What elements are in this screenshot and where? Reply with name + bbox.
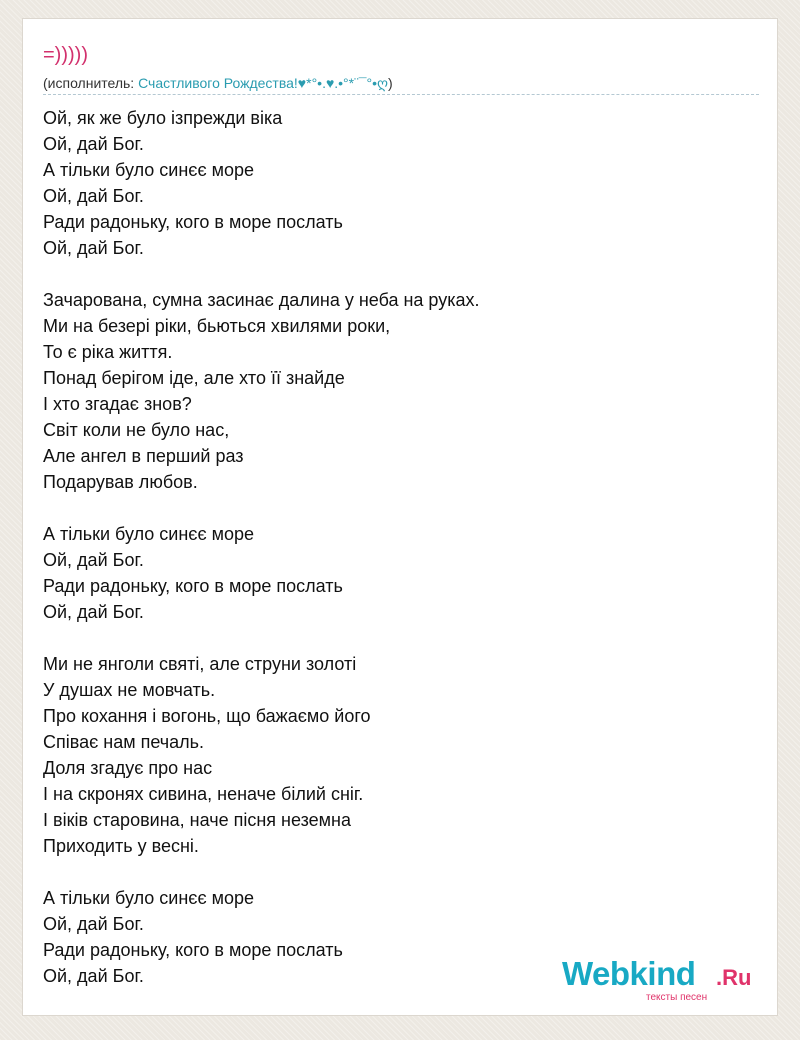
lyric-line: Понад берігом іде, але хто її знайде — [43, 368, 345, 388]
lyric-line: І віків старовина, наче пісня неземна — [43, 810, 351, 830]
artist-suffix: ) — [388, 75, 393, 91]
logo-tagline: тексты песен — [646, 992, 708, 1003]
lyrics-stanza — [43, 105, 759, 261]
dashed-divider — [43, 94, 759, 95]
lyric-line: І хто згадає знов? — [43, 394, 192, 414]
lyric-line: А тільки було синєє море — [43, 524, 255, 544]
lyric-line: Ради радоньку, кого в море послать — [43, 940, 343, 960]
lyrics-stanza — [43, 521, 759, 625]
artist-link[interactable]: Счастливого Рождества!♥*°•.♥.•°*¨¯°•ღ — [138, 75, 389, 91]
lyric-line: Співає нам печаль. — [43, 732, 205, 752]
lyric-line: Ради радоньку, кого в море послать — [43, 212, 343, 232]
lyric-line: Світ коли не було нас, — [43, 420, 230, 440]
lyrics-stanza — [43, 651, 759, 859]
lyric-line: Ради радоньку, кого в море послать — [43, 576, 343, 596]
lyric-line: Доля згадує про нас — [43, 758, 213, 778]
lyric-line: Ой, дай Бог. — [43, 186, 144, 206]
lyric-line: А тільки було синєє море — [43, 160, 255, 180]
lyric-line: Зачарована, сумна засинає далина у неба на руках. — [43, 290, 480, 310]
site-logo[interactable] — [562, 954, 762, 1006]
lyrics-stanza — [43, 287, 759, 495]
lyric-line: І на скронях сивина, неначе білий сніг. — [43, 784, 364, 804]
lyric-line: То є ріка життя. — [43, 342, 173, 362]
lyric-line: Ой, дай Бог. — [43, 602, 144, 622]
logo-tld: .Ru — [716, 965, 752, 990]
song-title: =))))) — [43, 44, 88, 66]
lyric-line: А тільки було синєє море — [43, 888, 255, 908]
lyric-line: Ми на безері ріки, бьються хвилями роки, — [43, 316, 391, 336]
lyric-line: Але ангел в перший раз — [43, 446, 244, 466]
lyric-line: Ой, дай Бог. — [43, 238, 144, 258]
lyric-line: Ой, дай Бог. — [43, 914, 144, 934]
lyrics-card — [22, 18, 778, 1016]
lyric-line: Ой, дай Бог. — [43, 966, 144, 986]
lyric-line: У душах не мовчать. — [43, 680, 216, 700]
lyrics-body — [43, 105, 759, 989]
artist-prefix: (исполнитель: — [43, 75, 139, 91]
lyric-line: Ой, як же було ізпрежди віка — [43, 108, 283, 128]
lyric-line: Ой, дай Бог. — [43, 134, 144, 154]
lyric-line: Про кохання і вогонь, що бажаємо його — [43, 706, 371, 726]
artist-line — [43, 74, 393, 92]
lyric-line: Ми не янголи святі, але струни золоті — [43, 654, 357, 674]
lyric-line: Подарував любов. — [43, 472, 198, 492]
lyric-line: Приходить у весні. — [43, 836, 199, 856]
logo-name: Webkind — [562, 955, 696, 992]
lyric-line: Ой, дай Бог. — [43, 550, 144, 570]
